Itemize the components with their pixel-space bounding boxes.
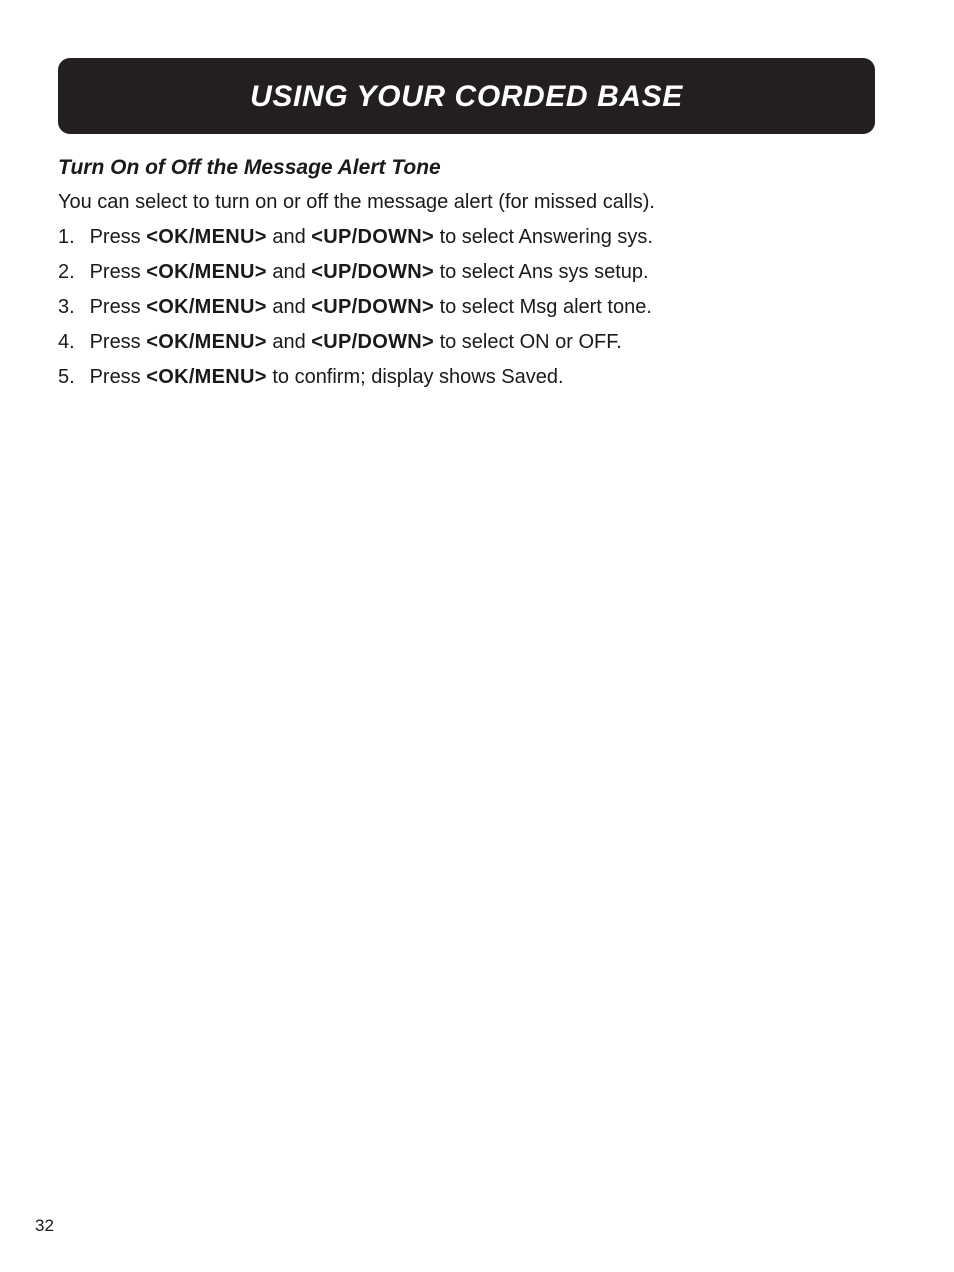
- step-text: to select ON or OFF.: [439, 331, 622, 353]
- ok-menu-key: <OK/MENU>: [146, 366, 267, 388]
- step-item: [58, 290, 888, 325]
- step-verb: Press: [89, 261, 141, 283]
- step-conjunction: and: [272, 331, 306, 353]
- step-verb: Press: [89, 296, 141, 318]
- step-number: 3.: [58, 296, 75, 318]
- up-down-key: <UP/DOWN>: [311, 261, 434, 283]
- up-down-key: <UP/DOWN>: [311, 226, 434, 248]
- steps-list: [58, 220, 888, 395]
- step-conjunction: and: [272, 296, 306, 318]
- ok-menu-key: <OK/MENU>: [146, 296, 267, 318]
- step-text: to confirm; display shows Saved.: [272, 366, 564, 388]
- step-verb: Press: [89, 331, 141, 353]
- ok-menu-key: <OK/MENU>: [146, 226, 267, 248]
- step-text: to select Answering sys.: [439, 226, 653, 248]
- main-content: [58, 150, 888, 395]
- step-item: [58, 255, 888, 290]
- section-title: Turn On of Off the Message Alert Tone: [58, 156, 441, 179]
- step-number: 2.: [58, 261, 75, 283]
- step-text: to select Msg alert tone.: [439, 296, 652, 318]
- step-number: 1.: [58, 226, 75, 248]
- up-down-key: <UP/DOWN>: [311, 331, 434, 353]
- step-number: 4.: [58, 331, 75, 353]
- step-item: [58, 325, 888, 360]
- section-header-bar: [58, 58, 875, 134]
- step-verb: Press: [89, 226, 141, 248]
- step-text: to select Ans sys setup.: [439, 261, 649, 283]
- step-number: 5.: [58, 366, 75, 388]
- step-verb: Press: [89, 366, 141, 388]
- up-down-key: <UP/DOWN>: [311, 296, 434, 318]
- page-title: USING YOUR CORDED BASE: [250, 80, 683, 113]
- step-conjunction: and: [272, 261, 306, 283]
- step-item: [58, 220, 888, 255]
- step-conjunction: and: [272, 226, 306, 248]
- intro-text: You can select to turn on or off the message alert (for missed calls).: [58, 191, 655, 213]
- ok-menu-key: <OK/MENU>: [146, 331, 267, 353]
- ok-menu-key: <OK/MENU>: [146, 261, 267, 283]
- step-item: [58, 360, 888, 395]
- page-number: 32: [35, 1216, 54, 1235]
